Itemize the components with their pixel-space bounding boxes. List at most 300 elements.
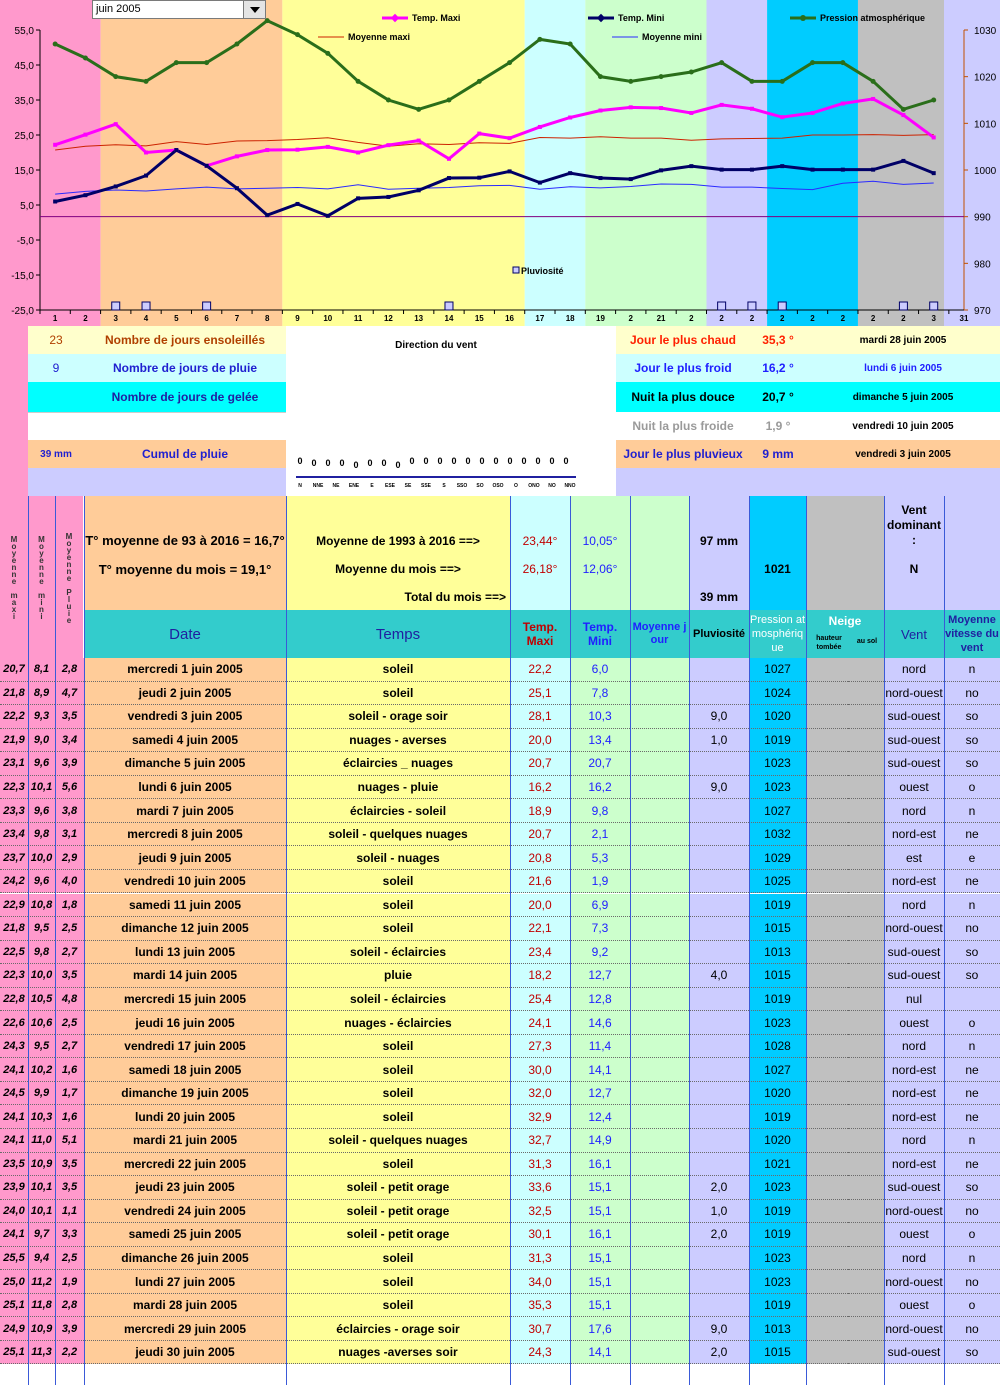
- cell-avg-min: 9,4: [28, 1247, 55, 1271]
- cell-pressure: 1015: [749, 964, 806, 988]
- tmin-point: [144, 174, 148, 178]
- cell-tmax: 27,3: [510, 1035, 570, 1059]
- wind-direction-label: ENE: [348, 483, 360, 489]
- cell-snow-ground: [848, 1011, 884, 1035]
- cell-pressure: 1023: [749, 1011, 806, 1035]
- cell-pressure: 1019: [749, 1294, 806, 1318]
- frost-days-label: Nombre de jours de gelée: [84, 382, 286, 412]
- wind-direction-label: SE: [404, 483, 412, 489]
- tmin-point: [538, 181, 542, 185]
- cell-snow-fallen: [806, 1129, 848, 1153]
- wind-direction-label: OSO: [492, 483, 504, 489]
- cell-date: vendredi 3 juin 2005: [84, 705, 286, 729]
- cell-avg-rain: 2,2: [55, 1341, 84, 1365]
- cell-tmin: 15,1: [570, 1270, 630, 1294]
- wind-value-label: 0: [325, 458, 331, 468]
- x-tick-label: 2: [810, 314, 815, 323]
- cell-snow-ground: [848, 682, 884, 706]
- cell-snow-fallen: [806, 1200, 848, 1224]
- pressure-point: [537, 37, 542, 42]
- cell-snow-fallen: [806, 964, 848, 988]
- wind-direction-label: NE: [332, 483, 340, 489]
- cell-pressure: 1019: [749, 1200, 806, 1224]
- month-rain-empty: [689, 554, 749, 584]
- cell-snow-ground: [848, 894, 884, 918]
- rain-days-value: 9: [28, 354, 84, 382]
- wind-direction-label: NO: [548, 483, 556, 489]
- cell-snow-fallen: [806, 1270, 848, 1294]
- cell-wind-speed: so: [944, 941, 1000, 965]
- cell-pressure: 1019: [749, 988, 806, 1012]
- wind-value-label: 0: [465, 456, 471, 466]
- tmin-point: [932, 171, 936, 175]
- wind-value-label: 0: [451, 456, 457, 466]
- pressure-point: [840, 60, 845, 65]
- cell-wind: nord-ouest: [884, 682, 944, 706]
- cell-wind-speed: so: [944, 752, 1000, 776]
- cell-pressure: 1029: [749, 846, 806, 870]
- cell-avg-min: 10,0: [28, 846, 55, 870]
- cell-date: vendredi 17 juin 2005: [84, 1035, 286, 1059]
- cell-date: mardi 28 juin 2005: [84, 1294, 286, 1318]
- cell-snow-fallen: [806, 705, 848, 729]
- cell-tmax: 20,7: [510, 752, 570, 776]
- cell-wind: nord-est: [884, 870, 944, 894]
- pressure-point: [659, 74, 664, 79]
- cell-wind-speed: so: [944, 964, 1000, 988]
- rain-bar: [203, 302, 211, 310]
- cell-avg-min: 9,5: [28, 917, 55, 941]
- cell-avg-rain: 1,9: [55, 1270, 84, 1294]
- pressure-point: [386, 98, 391, 103]
- x-tick-label: 18: [565, 314, 575, 323]
- cell-date: samedi 4 juin 2005: [84, 729, 286, 753]
- cell-avg-min: 9,8: [28, 823, 55, 847]
- summary-lavender-row-right: [616, 468, 1000, 496]
- cell-tmin: 13,4: [570, 729, 630, 753]
- cell-avg-rain: 3,5: [55, 1153, 84, 1177]
- cell-avg-day: [630, 776, 689, 800]
- tmin-point: [114, 184, 118, 188]
- cell-snow-fallen: [806, 776, 848, 800]
- cell-avg-min: 9,7: [28, 1223, 55, 1247]
- cell-date: mardi 21 juin 2005: [84, 1129, 286, 1153]
- x-tick-label: 15: [474, 314, 484, 323]
- col-header-tmin: Temp. Mini: [570, 610, 630, 658]
- cell-pressure: 1023: [749, 776, 806, 800]
- month-selector[interactable]: [92, 0, 266, 19]
- pressure-point: [234, 42, 239, 47]
- pressure-point: [901, 107, 906, 112]
- cell-snow-fallen: [806, 1341, 848, 1365]
- pressure-point: [325, 51, 330, 56]
- cell-avg-day: [630, 658, 689, 682]
- tmax-point: [326, 145, 330, 149]
- tmin-point: [326, 214, 330, 218]
- cell-wind-speed: so: [944, 1176, 1000, 1200]
- tmax-point: [508, 136, 512, 140]
- cell-pressure: 1023: [749, 1270, 806, 1294]
- cell-tmax: 22,1: [510, 917, 570, 941]
- cell-weather: soleil - éclaircies: [286, 941, 510, 965]
- month-selector-value: juin 2005: [96, 3, 141, 15]
- cell-snow-fallen: [806, 799, 848, 823]
- pressure-point: [477, 79, 482, 84]
- cell-avg-max: 24,3: [0, 1035, 28, 1059]
- wind-value-label: 0: [437, 456, 443, 466]
- x-tick-label: 9: [295, 314, 300, 323]
- cell-weather: soleil: [286, 917, 510, 941]
- cell-tmax: 34,0: [510, 1270, 570, 1294]
- tmax-point: [689, 111, 693, 115]
- cell-date: mardi 14 juin 2005: [84, 964, 286, 988]
- cell-date: mercredi 29 juin 2005: [84, 1317, 286, 1341]
- y-tick-label-left: 55,0: [14, 26, 34, 37]
- cell-snow-fallen: [806, 1223, 848, 1247]
- avg-block-orange-top: [84, 496, 286, 526]
- cell-wind-speed: o: [944, 776, 1000, 800]
- cell-avg-min: 10,3: [28, 1105, 55, 1129]
- cell-snow-ground: [848, 1058, 884, 1082]
- cell-date: vendredi 10 juin 2005: [84, 870, 286, 894]
- cell-rain: [689, 988, 749, 1012]
- cell-avg-day: [630, 941, 689, 965]
- y-tick-label-left: 35,0: [14, 96, 34, 107]
- pressure-point: [780, 79, 785, 84]
- cell-weather: soleil - petit orage: [286, 1223, 510, 1247]
- cell-snow-ground: [848, 1035, 884, 1059]
- tmin-point: [205, 164, 209, 168]
- hottest-value: 35,3 °: [750, 326, 806, 354]
- cell-tmax: 30,7: [510, 1317, 570, 1341]
- cell-snow-ground: [848, 1105, 884, 1129]
- cell-avg-max: 22,5: [0, 941, 28, 965]
- cell-tmax: 20,0: [510, 729, 570, 753]
- cell-avg-min: 9,6: [28, 799, 55, 823]
- cell-wind-speed: no: [944, 1200, 1000, 1224]
- cell-avg-min: 11,3: [28, 1341, 55, 1365]
- pressure-point: [598, 74, 603, 79]
- cell-avg-rain: 4,7: [55, 682, 84, 706]
- tmin-point: [568, 171, 572, 175]
- cell-date: mercredi 1 juin 2005: [84, 658, 286, 682]
- cell-tmax: 35,3: [510, 1294, 570, 1318]
- x-tick-label: 2: [901, 314, 906, 323]
- cell-tmin: 1,9: [570, 870, 630, 894]
- wind-direction-label: SSE: [420, 483, 432, 489]
- cell-snow-ground: [848, 1176, 884, 1200]
- wind-value-label: 0: [535, 456, 541, 466]
- wind-value-label: 0: [311, 458, 317, 468]
- cell-wind: nord-ouest: [884, 917, 944, 941]
- cell-wind-speed: n: [944, 1247, 1000, 1271]
- cell-wind-speed: no: [944, 917, 1000, 941]
- rainiest-value: 9 mm: [750, 440, 806, 468]
- cell-avg-day: [630, 799, 689, 823]
- cell-avg-day: [630, 1153, 689, 1177]
- legend-label: Temp. Maxi: [412, 13, 461, 23]
- x-tick-label: 11: [353, 314, 363, 323]
- wind-direction-chart: [286, 326, 616, 496]
- column-divider: [806, 496, 807, 1385]
- cell-rain: [689, 1011, 749, 1035]
- cell-weather: éclaircies _ nuages: [286, 752, 510, 776]
- cell-wind: nul: [884, 988, 944, 1012]
- rain-bar: [748, 302, 756, 310]
- cell-snow-fallen: [806, 1058, 848, 1082]
- pressure-point: [689, 70, 694, 75]
- cell-wind: est: [884, 846, 944, 870]
- cell-avg-min: 9,3: [28, 705, 55, 729]
- column-divider: [28, 496, 29, 1385]
- cell-avg-max: 21,8: [0, 917, 28, 941]
- cell-avg-max: 22,2: [0, 705, 28, 729]
- col-header-snow-ground: au sol: [856, 638, 878, 645]
- cell-avg-rain: 2,8: [55, 658, 84, 682]
- cell-pressure: 1027: [749, 658, 806, 682]
- rain-bar: [778, 302, 786, 310]
- cell-wind: nord-est: [884, 1058, 944, 1082]
- month-pressure: 1021: [749, 554, 806, 584]
- cell-tmin: 17,6: [570, 1317, 630, 1341]
- cell-snow-fallen: [806, 682, 848, 706]
- y-tick-label-right: 1020: [974, 72, 997, 84]
- y-tick-label-left: -5,0: [16, 236, 34, 247]
- cell-tmin: 9,2: [570, 941, 630, 965]
- pressure-point: [871, 79, 876, 84]
- cell-avg-min: 10,1: [28, 1176, 55, 1200]
- x-tick-label: 12: [383, 314, 393, 323]
- cell-wind: ouest: [884, 776, 944, 800]
- cell-snow-ground: [848, 846, 884, 870]
- cell-weather: soleil - orage soir: [286, 705, 510, 729]
- cell-avg-rain: 5,6: [55, 776, 84, 800]
- rainiest-label: Jour le plus pluvieux: [616, 440, 750, 468]
- cell-snow-ground: [848, 705, 884, 729]
- cell-snow-fallen: [806, 988, 848, 1012]
- x-tick-label: 2: [840, 314, 846, 323]
- col-header-wind: Vent: [884, 610, 944, 658]
- column-divider: [570, 496, 571, 1385]
- cell-avg-day: [630, 823, 689, 847]
- cell-tmax: 30,0: [510, 1058, 570, 1082]
- x-tick-label: 7: [234, 314, 240, 323]
- legend-label: Temp. Mini: [618, 13, 665, 23]
- wind-direction-label: SO: [476, 483, 484, 489]
- frost-days-value: [28, 382, 84, 412]
- cell-avg-min: 10,2: [28, 1058, 55, 1082]
- cell-rain: 9,0: [689, 776, 749, 800]
- avg-day-block: [630, 496, 689, 610]
- cell-snow-fallen: [806, 729, 848, 753]
- side-header-avg-min-text: Moyenne mini: [37, 535, 46, 619]
- cell-avg-rain: 3,1: [55, 823, 84, 847]
- tmin-point: [265, 213, 269, 217]
- cell-weather: soleil: [286, 870, 510, 894]
- tmin-point: [53, 200, 57, 204]
- cell-weather: soleil - éclaircies: [286, 988, 510, 1012]
- cell-snow-ground: [848, 776, 884, 800]
- col-header-wind-speed: Moyenne vitesse du vent: [944, 610, 1000, 658]
- cell-avg-max: 22,8: [0, 988, 28, 1012]
- cell-snow-fallen: [806, 1035, 848, 1059]
- tmax-point: [780, 115, 784, 119]
- side-header-avg-max: [0, 496, 28, 658]
- cell-avg-min: 8,9: [28, 682, 55, 706]
- cell-pressure: 1028: [749, 1035, 806, 1059]
- cell-avg-max: 23,3: [0, 799, 28, 823]
- hist-row-label: Moyenne de 1993 à 2016 ==>: [286, 496, 510, 554]
- snow-block-top: [806, 496, 884, 610]
- col-header-snow: Neige: [828, 614, 862, 628]
- wind-value-label: 0: [367, 458, 373, 468]
- rain-bar: [718, 302, 726, 310]
- cell-snow-fallen: [806, 1082, 848, 1106]
- month-mean-label: T° moyenne du mois = 19,1°: [84, 554, 286, 584]
- cell-tmin: 7,3: [570, 917, 630, 941]
- total-tmax-empty: [510, 584, 570, 610]
- cell-pressure: 1019: [749, 729, 806, 753]
- cell-tmax: 32,9: [510, 1105, 570, 1129]
- cell-tmin: 12,8: [570, 988, 630, 1012]
- x-tick-label: 2: [780, 314, 785, 323]
- cell-avg-day: [630, 682, 689, 706]
- cell-pressure: 1013: [749, 1317, 806, 1341]
- cell-pressure: 1023: [749, 1247, 806, 1271]
- cell-avg-day: [630, 752, 689, 776]
- cell-tmin: 15,1: [570, 1200, 630, 1224]
- tmin-point: [598, 176, 602, 180]
- cell-date: jeudi 16 juin 2005: [84, 1011, 286, 1035]
- cell-avg-rain: 3,3: [55, 1223, 84, 1247]
- cell-rain: 1,0: [689, 729, 749, 753]
- cell-wind-speed: e: [944, 846, 1000, 870]
- x-tick-label: 31: [959, 314, 969, 323]
- cell-rain: [689, 1270, 749, 1294]
- cell-tmin: 11,4: [570, 1035, 630, 1059]
- cell-tmax: 31,3: [510, 1247, 570, 1271]
- tmin-point: [780, 164, 784, 168]
- cell-weather: soleil - quelques nuages: [286, 1129, 510, 1153]
- cell-wind: nord: [884, 1035, 944, 1059]
- cell-rain: [689, 1105, 749, 1129]
- cell-rain: [689, 752, 749, 776]
- tmin-point: [417, 188, 421, 192]
- cell-pressure: 1027: [749, 799, 806, 823]
- summary-lavender-row: [28, 468, 286, 496]
- month-tmax: 26,18°: [510, 554, 570, 584]
- tmax-point: [265, 148, 269, 152]
- cell-tmin: 12,7: [570, 1082, 630, 1106]
- cell-avg-min: 9,8: [28, 941, 55, 965]
- cell-avg-rain: 3,8: [55, 799, 84, 823]
- cell-avg-min: 10,6: [28, 1011, 55, 1035]
- cell-date: mercredi 22 juin 2005: [84, 1153, 286, 1177]
- cell-tmin: 20,7: [570, 752, 630, 776]
- cell-tmin: 15,1: [570, 1176, 630, 1200]
- cell-avg-day: [630, 1341, 689, 1365]
- cell-wind: nord: [884, 799, 944, 823]
- cell-weather: soleil: [286, 1082, 510, 1106]
- cell-wind: sud-ouest: [884, 729, 944, 753]
- cell-tmax: 24,3: [510, 1341, 570, 1365]
- cell-avg-rain: 4,0: [55, 870, 84, 894]
- tmax-point: [871, 97, 875, 101]
- cell-wind-speed: no: [944, 1317, 1000, 1341]
- column-divider: [944, 496, 945, 1385]
- tmin-point: [83, 193, 87, 197]
- x-tick-label: 21: [656, 314, 666, 323]
- cell-weather: soleil - nuages: [286, 846, 510, 870]
- cell-rain: [689, 870, 749, 894]
- tmax-point: [629, 105, 633, 109]
- chevron-down-icon[interactable]: [243, 1, 265, 18]
- total-row-label: Total du mois ==>: [286, 584, 510, 610]
- cell-rain: [689, 1058, 749, 1082]
- x-tick-label: 2: [719, 314, 724, 323]
- cell-avg-rain: 2,5: [55, 1011, 84, 1035]
- wind-value-label: 0: [353, 460, 359, 470]
- cell-wind: nord: [884, 1247, 944, 1271]
- cell-snow-ground: [848, 1270, 884, 1294]
- legend-label: Moyenne mini: [642, 32, 703, 42]
- y-tick-label-right: 990: [974, 212, 991, 224]
- rain-bar: [899, 302, 907, 310]
- hist-tmin: 10,05°: [570, 496, 630, 554]
- cell-weather: soleil: [286, 1270, 510, 1294]
- wind-direction-label: NNE: [312, 483, 324, 489]
- cell-avg-rain: 2,7: [55, 1035, 84, 1059]
- cell-wind: nord-est: [884, 1105, 944, 1129]
- cell-avg-max: 21,8: [0, 682, 28, 706]
- avg-block-orange-bottom: [84, 584, 286, 610]
- side-header-avg-min: [28, 496, 55, 658]
- tmax-point: [386, 143, 390, 147]
- cell-rain: [689, 682, 749, 706]
- cell-date: dimanche 19 juin 2005: [84, 1082, 286, 1106]
- tmax-point: [235, 154, 239, 158]
- cell-tmax: 20,7: [510, 823, 570, 847]
- x-tick-label: 2: [749, 314, 755, 323]
- cell-avg-day: [630, 1294, 689, 1318]
- wind-direction-label: E: [370, 483, 374, 489]
- cell-rain: [689, 799, 749, 823]
- cell-rain: [689, 1153, 749, 1177]
- cell-snow-ground: [848, 1082, 884, 1106]
- cell-avg-day: [630, 1247, 689, 1271]
- cell-avg-day: [630, 1223, 689, 1247]
- wind-dominant-empty: [884, 584, 944, 610]
- rainiest-date: vendredi 3 juin 2005: [806, 440, 1000, 468]
- cell-tmax: 18,9: [510, 799, 570, 823]
- x-tick-label: 16: [505, 314, 515, 323]
- cell-avg-max: 24,1: [0, 1129, 28, 1153]
- cell-avg-max: 24,1: [0, 1105, 28, 1129]
- col-header-pressure: Pression atmosphérique: [749, 610, 806, 658]
- cell-wind: nord-ouest: [884, 1270, 944, 1294]
- cell-avg-rain: 5,1: [55, 1129, 84, 1153]
- chart-band: [767, 0, 858, 326]
- cell-weather: soleil: [286, 1058, 510, 1082]
- pressure-point: [931, 98, 936, 103]
- mildest-night-date: dimanche 5 juin 2005: [806, 382, 1000, 412]
- rain-bar: [112, 302, 120, 310]
- cell-date: vendredi 24 juin 2005: [84, 1200, 286, 1224]
- cell-date: lundi 27 juin 2005: [84, 1270, 286, 1294]
- cell-snow-fallen: [806, 1294, 848, 1318]
- tmax-point: [932, 135, 936, 139]
- tmax-point: [720, 103, 724, 107]
